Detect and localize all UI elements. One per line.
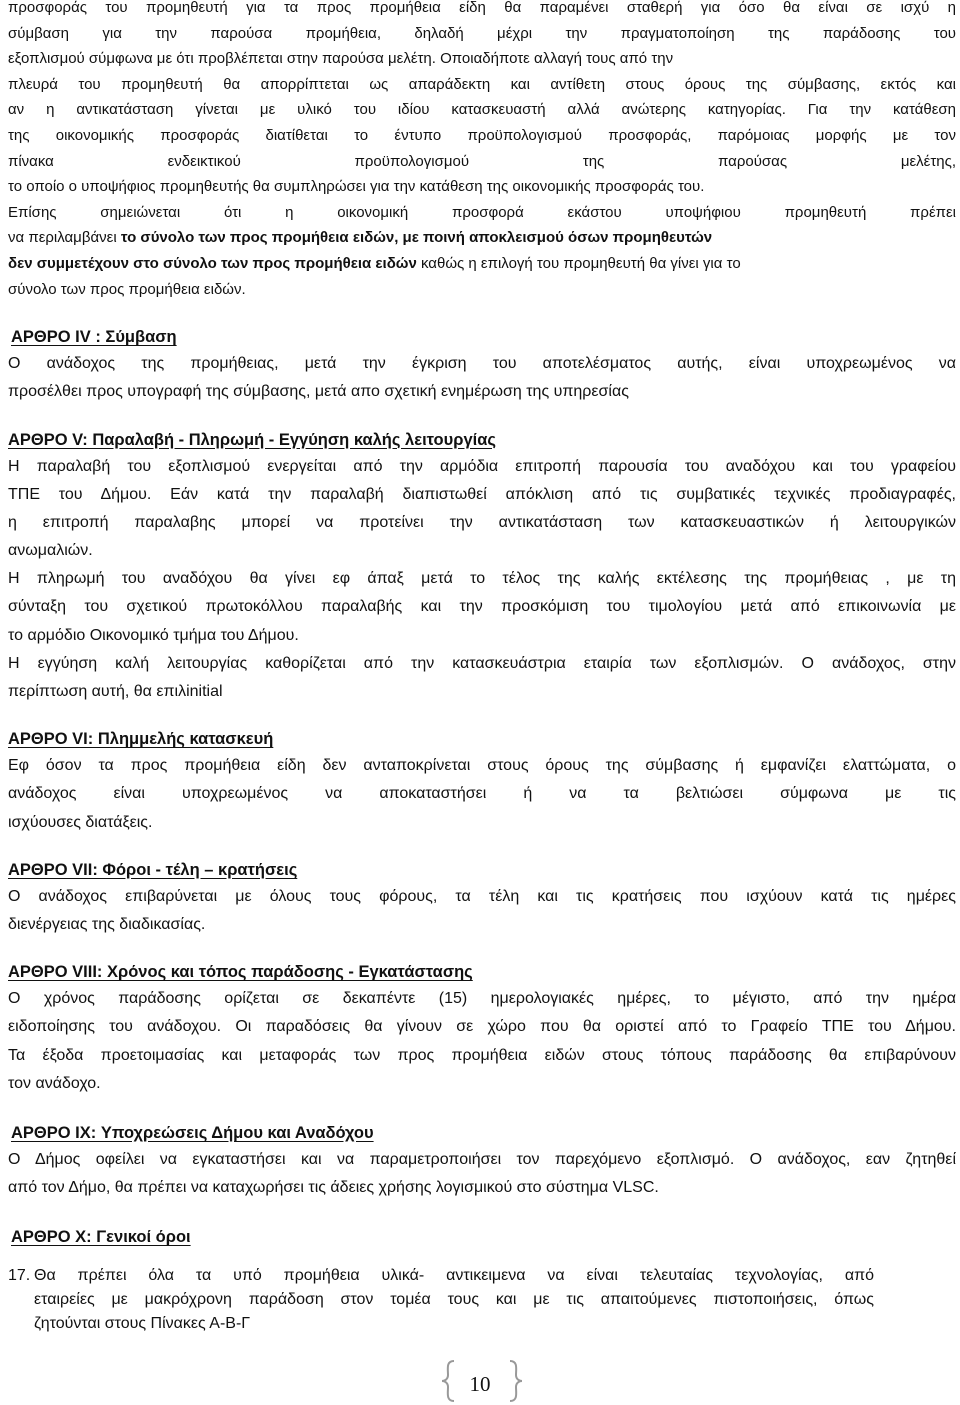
text-line: Εφ όσον τα προς προμήθεια είδη δεν ανταποκρίνεται στους όρους της σύμβασης ή εμφανίζει ελαττώματα, ο	[8, 757, 956, 775]
text-line: Επίσης σημειώνεται ότι η οικονομική προσφορά εκάστου υποψήφιου προμηθευτή πρέπει	[8, 203, 956, 221]
intro-paragraph	[8, 0, 956, 302]
text-line: Η παραλαβή του εξοπλισμού ενεργείται από την αρμόδια επιτροπή παρουσία του αναδόχου και του γραφείου	[8, 457, 956, 475]
article-5-heading: ΑΡΘΡΟ V: Παραλαβή - Πληρωμή - Εγγύηση καλής λειτουργίας	[8, 430, 496, 449]
article-4-body	[8, 350, 956, 406]
text-line: το οποίο ο υποψήφιος προμηθευτής θα συμπληρώσει για την κατάθεση της οικονομικής προσφοράς του.	[8, 178, 705, 196]
text-line: Η εγγύηση καλή λειτουργίας καθορίζεται από την κατασκευάστρια εταιρία των εξοπλισμών. Ο ανάδοχος, στην	[8, 654, 956, 672]
text-line: ανωμαλιών.	[8, 542, 93, 560]
article-10-heading: ΑΡΘΡΟ X: Γενικοί όροι	[11, 1228, 191, 1247]
text-line: τον ανάδοχο.	[8, 1074, 101, 1092]
text-line: πλευρά του προμηθευτή θα απορρίπτεται ως απαράδεκτη και αντίθετη στους όρους της σύμβασης, εκτός και	[8, 75, 956, 93]
article-7-body	[8, 883, 956, 939]
text-line: Ο ανάδοχος επιβαρύνεται με όλους τους φόρους, τα τέλη και τις κρατήσεις που ισχύουν κατά τις ημέρες	[8, 887, 956, 905]
text-line: σύνολο των προς προμήθεια ειδών.	[8, 280, 246, 298]
text-line	[8, 225, 956, 251]
text-line: Η πληρωμή του αναδόχου θα γίνει εφ άπαξ μετά το τέλος της καλής εκτέλεσης της προμήθειας , με τη	[8, 570, 956, 588]
text-line: Θα πρέπει όλα τα υπό προμήθεια υλικά- αντικειμενα να είναι τελευταίας τεχνολογίας, από	[34, 1267, 874, 1285]
text-line: προσέλθει προς υπογραφή της σύμβασης, μετά απο σχετική ενημέρωση της υπηρεσίας	[8, 383, 629, 401]
article-9-body	[8, 1146, 956, 1202]
article-4-heading: ΑΡΘΡΟ IV : Σύμβαση	[11, 328, 177, 347]
text-normal: να περιλαμβάνει	[8, 229, 117, 247]
article-6-body	[8, 752, 956, 837]
right-brace-icon	[506, 1359, 524, 1403]
text-line: Ο ανάδοχος της προμήθειας, μετά την έγκριση του αποτελέσματος αυτής, είναι υποχρεωμένος να	[8, 355, 956, 373]
article-6-heading: ΑΡΘΡΟ VI: Πλημμελής κατασκευή	[8, 730, 274, 749]
document-page	[8, 0, 956, 1336]
text-line: από τον Δήμο, θα πρέπει να καταχωρήσει τις άδειες χρήσης λογισμικού στο σύστημα VLSC.	[8, 1179, 659, 1197]
text-line: το αρμόδιο Οικονομικό τμήμα του Δήμου.	[8, 626, 299, 644]
text-line: Ο χρόνος παράδοσης ορίζεται σε δεκαπέντε (15) ημερολογιακές ημέρες, το μέγιστο, από την ημέρα	[8, 990, 956, 1008]
text-line: διενέργειας της διαδικασίας.	[8, 915, 206, 933]
article-8-heading: ΑΡΘΡΟ VIII: Χρόνος και τόπος παράδοσης - Εγκατάστασης	[8, 963, 473, 982]
text-line: ΤΠΕ του Δήμου. Εάν κατά την παραλαβή διαπιστωθεί απόκλιση από τις συμβατικές τεχνικές προδιαγραφές,	[8, 485, 956, 503]
text-line: προσφοράς του προμηθευτή για τα προς προμήθεια είδη θα παραμένει σταθερή για όσο θα είναι σε ισχύ η	[8, 0, 956, 16]
article-5-body	[8, 453, 956, 707]
list-item-number: 17.	[8, 1267, 31, 1285]
text-normal: καθώς η επιλογή του προμηθευτή θα γίνει για το	[420, 254, 741, 272]
text-line: Τα έξοδα προετοιμασίας και μεταφοράς των προς προμήθεια ειδών στους τόπους παράδοσης θα επιβαρύνουν	[8, 1046, 956, 1064]
text-line: περίπτωση αυτή, θα επιλinitial	[8, 683, 223, 700]
text-line	[8, 251, 956, 277]
article-9-heading: ΑΡΘΡΟ IX: Υποχρεώσεις Δήμου και Αναδόχου	[11, 1123, 374, 1142]
text-line: ειδοποίησης του ανάδοχου. Οι παραδόσεις θα γίνουν σε χώρο που θα οριστεί από το Γραφείο ΤΠΕ του Δήμου.	[8, 1018, 956, 1036]
article-7-heading: ΑΡΘΡΟ VII: Φόροι - τέλη – κρατήσεις	[8, 860, 298, 879]
numbered-list-item	[8, 1264, 956, 1336]
text-line: ανάδοχος είναι υποχρεωμένος να αποκαταστήσει ή να τα βελτιώσει σύμφωνα με τις	[8, 785, 956, 803]
text-line: εξοπλισμού σύμφωνα με ότι προβλέπεται στην παρούσα μελέτη. Οποιαδήποτε αλλαγή τους από την	[8, 50, 674, 68]
text-line: Ο Δήμος οφείλει να εγκαταστήσει και να παραμετροποιήσει τον παρεχόμενο εξοπλισμό. Ο ανάδοχος, εαν ζητηθεί	[8, 1150, 956, 1168]
text-line: σύμβαση για την παρούσα προμήθεια, δηλαδή μέχρι την πραγματοποίηση της παράδοσης του	[8, 24, 956, 42]
text-line: της οικονομικής προσφοράς διατίθεται το έντυπο προϋπολογισμού προσφοράς, παρόμοιας μορφής με τον	[8, 126, 956, 144]
text-line: πίνακα ενδεικτικού προϋπολογισμού της παρούσας μελέτης,	[8, 152, 956, 170]
article-8-body	[8, 985, 956, 1098]
text-line: αν η αντικατάσταση γίνεται με υλικό του ιδίου κατασκευαστή αλλά ανώτερης κατηγορίας. Για την κατάθεση	[8, 101, 956, 119]
text-line: εταιρείες με μακρόχρονη παράδοση στον τομέα τους και με τις απαιτούμενες πιστοποιήσεις, όπως	[34, 1291, 874, 1309]
page-footer	[0, 1355, 960, 1405]
page-number: 10	[469, 1372, 491, 1396]
text-line: ισχύουσες διατάξεις.	[8, 813, 153, 831]
text-bold: το σύνολο των προς προμήθεια ειδών, με ποινή αποκλεισμού όσων προμηθευτών	[120, 229, 713, 247]
text-line: η επιτροπή παραλαβης μπορεί να προτείνει την αντικατάσταση των κατασκευαστικών ή λειτουργικών	[8, 513, 956, 531]
text-bold: δεν συμμετέχουν στο σύνολο των προς προμήθεια ειδών	[8, 254, 417, 272]
text-line: ζητούνται στους Πίνακες Α-Β-Γ	[34, 1315, 251, 1333]
text-line: σύνταξη του σχετικού πρωτοκόλλου παραλαβής και την προσκόμιση του τιμολογίου μετά από επικοινωνία με	[8, 598, 956, 616]
